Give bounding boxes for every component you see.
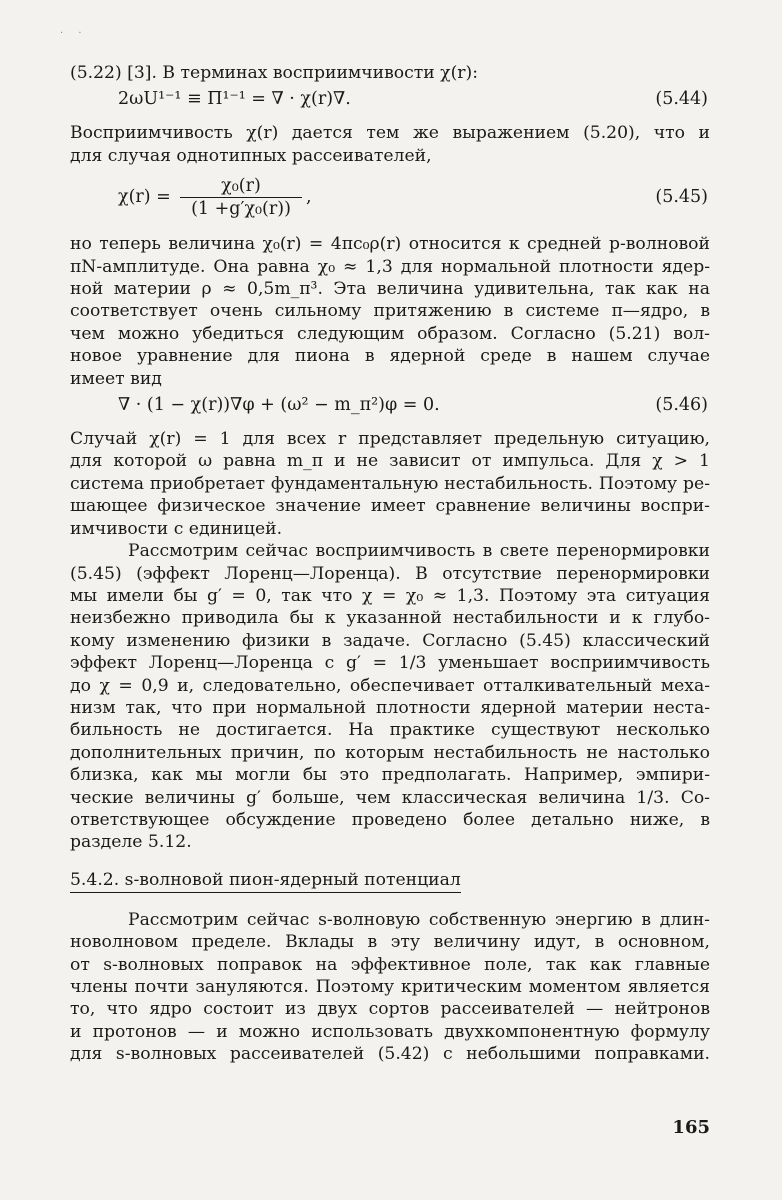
- text-line: эффект Лоренц—Лоренца с g′ = 1/3 уменьшает восприимчивость: [70, 653, 710, 674]
- text-line: Рассмотрим сейчас s-волновую собственную энергию в длин-: [128, 909, 710, 930]
- text-line: πN-амплитуде. Она равна χ₀ ≈ 1,3 для нормальной плотности ядер-: [70, 256, 710, 277]
- text-line: и протонов — и можно использовать двухкомпонентную формулу: [70, 1021, 710, 1042]
- paragraph-susceptibility: [70, 122, 710, 167]
- text-line: ответствующее обсуждение проведено более детально ниже, в: [70, 809, 710, 830]
- paragraph-s-wave: [70, 909, 710, 1066]
- text-line: имеет вид: [70, 368, 162, 389]
- equation-5-44-body: 2ωU¹⁻¹ ≡ Π¹⁻¹ = ∇ · χ(r)∇.: [118, 89, 351, 110]
- equation-5-45-fraction: [180, 175, 302, 220]
- text-line: ческие величины g′ больше, чем классическая величина 1/3. Со-: [70, 787, 710, 808]
- page-body: [70, 62, 710, 1066]
- text-line: система приобретает фундаментальную нестабильность. Поэтому ре-: [70, 473, 710, 494]
- page-number: 165: [672, 1117, 710, 1138]
- text-line: чем можно убедиться следующим образом. Согласно (5.21) вол-: [70, 323, 710, 344]
- fraction-numerator: χ₀(r): [180, 175, 302, 198]
- text-line: ной материи ρ ≈ 0,5m_π³. Эта величина удивительна, так как на: [70, 279, 710, 300]
- text-line: соответствует очень сильному притяжению в системе π—ядро, в: [70, 301, 710, 322]
- text-line: неизбежно приводила бы к указанной нестабильности и к глубо-: [70, 608, 710, 629]
- text-line: от s-волновых поправок на эффективное поле, так как главные: [70, 954, 710, 975]
- corner-marks: · ·: [60, 28, 88, 39]
- text-line: имчивости с единицей.: [70, 518, 283, 539]
- text-line: новое уравнение для пиона в ядерной среде в нашем случае: [70, 346, 710, 367]
- text-line: низм так, что при нормальной плотности ядерной материи неста-: [70, 697, 710, 718]
- equation-5-46: [70, 390, 710, 420]
- paragraph-limit-case: [70, 428, 710, 540]
- text-line: Восприимчивость χ(r) дается тем же выражением (5.20), что и: [70, 123, 710, 144]
- equation-5-45-number: (5.45): [655, 187, 708, 208]
- equation-5-45-comma: ,: [306, 187, 312, 208]
- text-line: бильность не достигается. На практике существуют несколько: [70, 720, 710, 741]
- text-line: Рассмотрим сейчас восприимчивость в свете перенормировки: [128, 541, 710, 562]
- text-line: (5.45) (эффект Лоренц—Лоренца). В отсутствие перенормировки: [70, 563, 710, 584]
- text-line: близка, как мы могли бы это предполагать. Например, эмпири-: [70, 765, 710, 786]
- text-line: для s-волновых рассеивателей (5.42) с небольшими поправками.: [70, 1044, 710, 1065]
- equation-5-44: [70, 84, 710, 114]
- text-line: мы имели бы g′ = 0, так что χ = χ₀ ≈ 1,3. Поэтому эта ситуация: [70, 585, 710, 606]
- text-line: но теперь величина χ₀(r) = 4πc₀ρ(r) относится к средней p-волновой: [70, 234, 710, 255]
- text-line: дополнительных причин, по которым нестабильность не настолько: [70, 742, 710, 763]
- equation-5-45-lhs: χ(r) =: [118, 187, 171, 208]
- text-line: члены почти зануляются. Поэтому критическим моментом является: [70, 977, 710, 997]
- paragraph-chi0: [70, 233, 710, 390]
- text-line: Случай χ(r) = 1 для всех r представляет предельную ситуацию,: [70, 429, 710, 450]
- text-line: разделе 5.12.: [70, 832, 192, 853]
- equation-5-46-number: (5.46): [655, 395, 708, 416]
- text-line: новолновом пределе. Вклады в эту величину идут, в основном,: [70, 932, 710, 953]
- equation-5-45: [70, 167, 710, 233]
- section-heading: 5.4.2. s-волновой пион-ядерный потенциал: [70, 868, 461, 893]
- equation-5-44-number: (5.44): [655, 89, 708, 110]
- paragraph-intro: (5.22) [3]. В терминах восприимчивости χ(r):: [70, 63, 478, 83]
- text-line: для случая однотипных рассеивателей,: [70, 145, 432, 166]
- text-line: кому изменению физики в задаче. Согласно (5.45) классический: [70, 630, 710, 651]
- equation-5-46-body: ∇ · (1 − χ(r))∇φ + (ω² − m_π²)φ = 0.: [118, 395, 440, 416]
- text-line: шающее физическое значение имеет сравнение величины воспри-: [70, 496, 710, 517]
- text-line: до χ = 0,9 и, следовательно, обеспечивает отталкивательный меха-: [70, 675, 710, 696]
- text-line: для которой ω равна m_π и не зависит от импульса. Для χ > 1: [70, 451, 710, 472]
- text-line: то, что ядро состоит из двух сортов рассеивателей — нейтронов: [70, 999, 710, 1020]
- paragraph-lorentz: [70, 540, 710, 854]
- fraction-denominator: (1 +g′χ₀(r)): [191, 199, 291, 220]
